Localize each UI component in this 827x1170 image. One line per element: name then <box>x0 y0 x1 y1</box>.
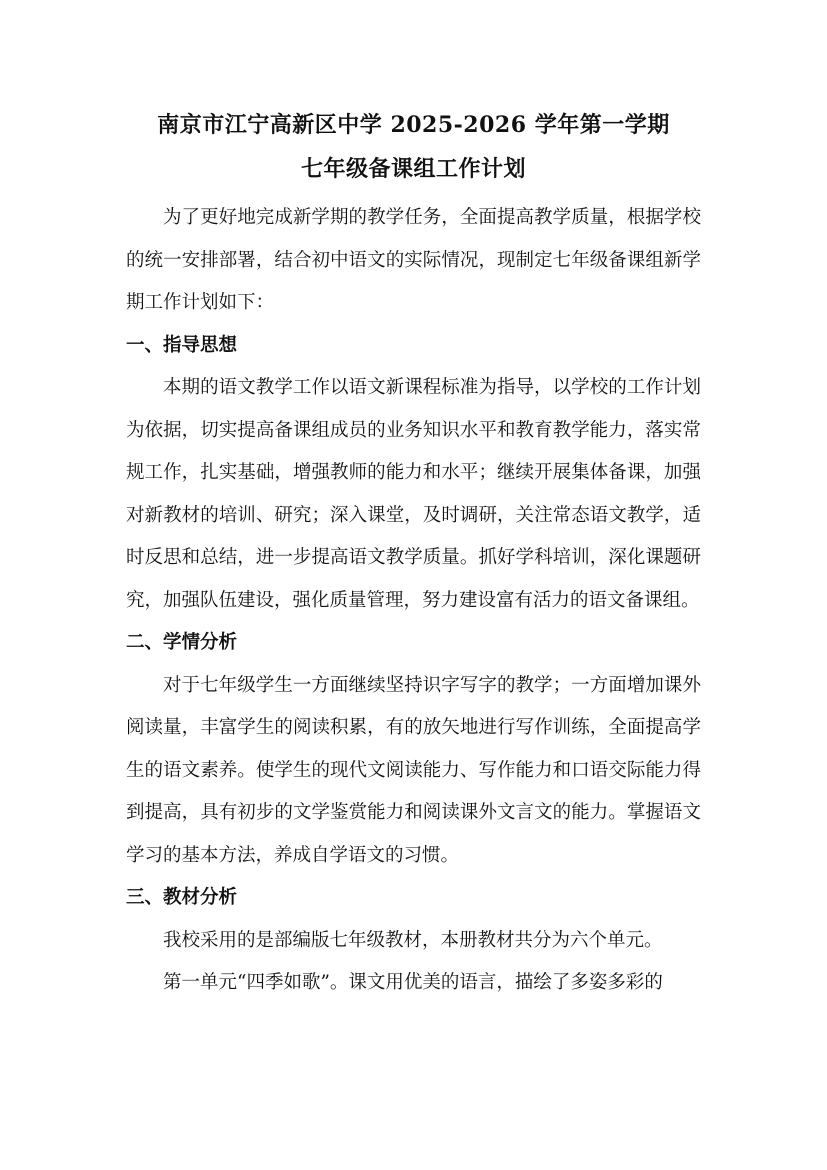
guiding-ideology-paragraph: 本期的语文教学工作以语文新课程标准为指导，以学校的工作计划为依据，切实提高备课组成员的业务知识水平和教育教学能力，落实常规工作，扎实基础，增强教师的能力和水平；继续开展集体备课，加强对新教材的培训、研究；深入课堂，及时调研，关注常态语文教学，适时反思和总结，进一步提高语文教学质量。抓好学科培训，深化课题研究，加强队伍建设，强化质量管理，努力建设富有活力的语文备课组。 <box>126 377 701 611</box>
textbook-analysis-paragraph-1: 我校采用的是部编版七年级教材，本册教材共分为六个单元。 <box>163 929 663 951</box>
textbook-analysis-paragraph-2: 第一单元“四季如歌”。课文用优美的语言，描绘了多姿多彩的 <box>163 972 663 993</box>
student-analysis-paragraph: 对于七年级学生一方面继续坚持识字写字的教学；一方面增加课外阅读量，丰富学生的阅读积累，有的放矢地进行写作训练，全面提高学生的语文素养。使学生的现代文阅读能力、写作能力和口语交际能力得到提高，具有初步的文学鉴赏能力和阅读课外文言文的能力。掌握语文学习的基本方法，养成自学语文的习惯。 <box>126 674 701 866</box>
section-heading-textbook-analysis: 三、教材分析 <box>126 887 238 908</box>
document-subtitle: 七年级备课组工作计划 <box>300 156 526 182</box>
document-body <box>126 197 701 1005</box>
document-title: 南京市江宁高新区中学 2025-2026 学年第一学期 <box>157 112 670 138</box>
section-heading-guiding-ideology: 一、指导思想 <box>126 334 238 356</box>
section-heading-student-analysis: 二、学情分析 <box>126 632 238 653</box>
intro-paragraph: 为了更好地完成新学期的教学任务，全面提高教学质量，根据学校的统一安排部署，结合初中语文的实际情况，现制定七年级备课组新学期工作计划如下： <box>126 207 701 313</box>
